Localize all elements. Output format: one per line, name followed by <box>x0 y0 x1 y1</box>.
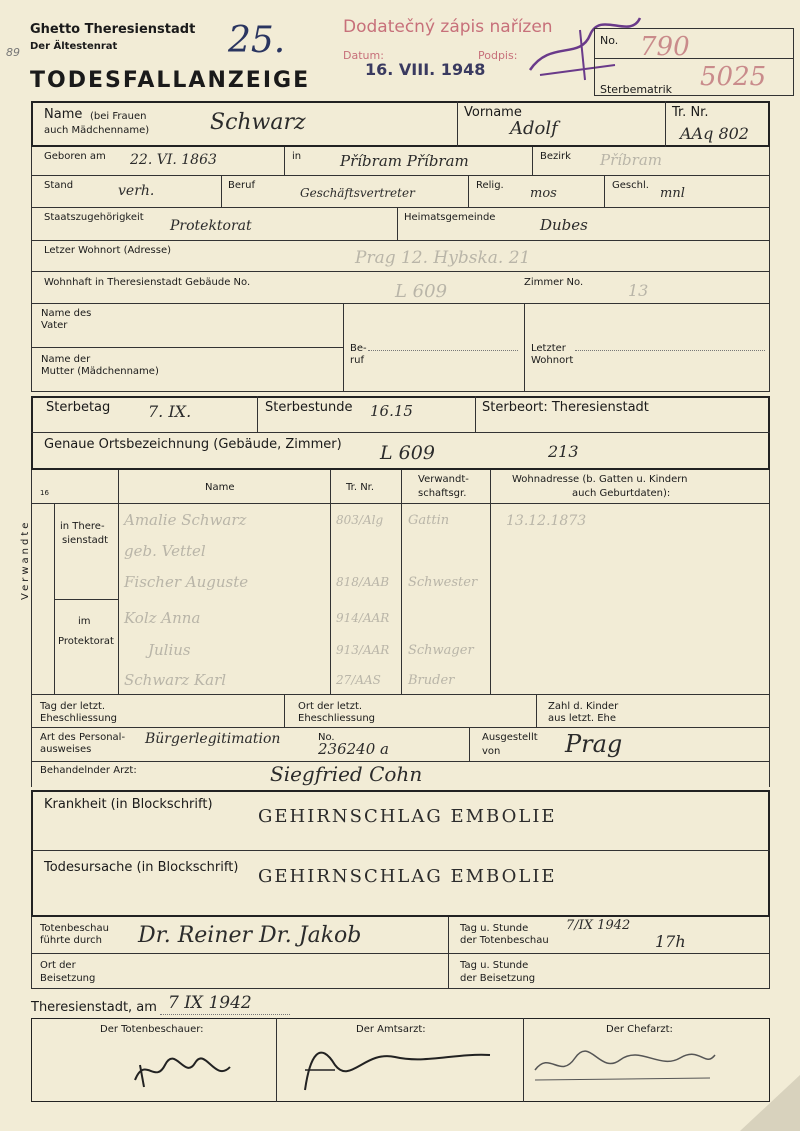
heimat-value: Dubes <box>540 216 588 234</box>
kinder-label-1: Zahl d. Kinder <box>548 701 619 712</box>
vorname-label: Vorname <box>464 105 522 120</box>
col-addr-2: auch Geburtdaten): <box>572 488 671 499</box>
wohnort-value: Prag 12. Hybska. 21 <box>355 248 531 268</box>
beruf2-label-2: ruf <box>350 355 364 366</box>
ausweis-label-2: ausweises <box>40 744 92 755</box>
letzter-label-1: Letzter <box>531 343 566 354</box>
no-value: 790 <box>640 32 690 62</box>
relative-verw: Gattin <box>408 513 450 528</box>
stamp-podpis-label: Podpis: <box>478 49 518 62</box>
margin-note: 89 <box>6 46 20 59</box>
geboren-value: 22. VI. 1863 <box>130 152 217 168</box>
sterbeort-label: Sterbeort: Theresienstadt <box>482 400 649 415</box>
sterbestunde-value: 16.15 <box>370 402 413 420</box>
name-box <box>31 101 770 147</box>
relatives-number: 16 <box>40 489 49 497</box>
beschau-tag-label-2: der Totenbeschau <box>460 935 549 946</box>
krankheit-label: Krankheit (in Blockschrift) <box>44 797 213 812</box>
ort-room: 213 <box>548 442 579 461</box>
sig-3-label: Der Chefarzt: <box>606 1024 673 1035</box>
ort-ehe-label-1: Ort der letzt. <box>298 701 363 712</box>
group-1-line-1: in There- <box>60 521 105 532</box>
zimmer-value: 13 <box>628 281 649 300</box>
org-line-2: Der Ältestenrat <box>30 41 118 52</box>
relative-name: Fischer Auguste <box>124 573 249 591</box>
relatives-side-label: Verwandte <box>20 519 31 600</box>
sterbetag-value: 7. IX. <box>148 402 192 421</box>
col-verw-1: Verwandt- <box>418 474 469 485</box>
ort-value: L 609 <box>380 442 435 464</box>
ausgestellt-value: Prag <box>565 730 623 758</box>
ausgestellt-label-1: Ausgestellt <box>482 732 538 743</box>
ausweis-value: Bürgerlegitimation <box>145 731 281 747</box>
page-corner-fold <box>740 1075 800 1131</box>
relig-value: mos <box>530 186 557 201</box>
beschau-tag-value: 7/IX 1942 <box>566 918 631 933</box>
tag-ehe-label-1: Tag der letzt. <box>40 701 106 712</box>
sterbestunde-label: Sterbestunde <box>265 400 353 415</box>
vater-label-2: Vater <box>41 320 68 331</box>
relative-trnr: 914/AAR <box>336 611 390 625</box>
tag-ehe-label-2: Eheschliessung <box>40 713 118 724</box>
relative-trnr: 818/AAB <box>336 575 390 589</box>
beschau-label-2: führte durch <box>40 935 102 946</box>
in-value: Příbram Příbram <box>340 152 469 170</box>
bezirk-label: Bezirk <box>540 151 571 162</box>
arzt-value: Siegfried Cohn <box>270 762 423 786</box>
wohnort-label: Letzer Wohnort (Adresse) <box>44 245 172 256</box>
name-sub-2: auch Mädchenname) <box>44 125 150 136</box>
stand-label: Stand <box>44 180 74 191</box>
kinder-label-2: aus letzt. Ehe <box>548 713 617 724</box>
mutter-label-1: Name der <box>41 354 91 365</box>
col-trnr: Tr. Nr. <box>346 482 375 493</box>
geschl-value: mnl <box>660 186 685 201</box>
no-label: No. <box>600 34 619 47</box>
beruf-value: Geschäftsvertreter <box>300 186 415 200</box>
beschau-tag-hour: 17h <box>655 932 686 951</box>
trnr-value: AAq 802 <box>680 124 749 143</box>
relative-name: Julius <box>148 641 191 659</box>
beisetzung-tag-label-1: Tag u. Stunde <box>460 960 529 971</box>
geboren-label: Geboren am <box>44 151 106 162</box>
sterbematrik-label: Sterbematrik <box>600 83 673 96</box>
group-2-line-1: im <box>78 616 91 627</box>
stamp-datum-label: Datum: <box>343 49 384 62</box>
mutter-label-2: Mutter (Mädchenname) <box>41 366 159 377</box>
relative-trnr: 803/Alg <box>336 513 384 527</box>
letzter-label-2: Wohnort <box>531 355 574 366</box>
stamp-date: 16. VIII. 1948 <box>365 60 486 79</box>
beruf-label: Beruf <box>228 180 255 191</box>
sterbematrik-value: 5025 <box>700 62 767 92</box>
place-date-value: 7 IX 1942 <box>168 993 252 1013</box>
ort-label: Genaue Ortsbezeichnung (Gebäude, Zimmer) <box>44 437 342 452</box>
relative-verw: Bruder <box>408 673 455 688</box>
place-date-label: Theresienstadt, am <box>31 1000 157 1015</box>
heimat-label: Heimatsgemeinde <box>404 212 496 223</box>
name-value: Schwarz <box>210 110 306 135</box>
group-2-line-2: Protektorat <box>58 636 114 647</box>
krankheit-value: GEHIRNSCHLAG EMBOLIE <box>258 806 557 827</box>
signature-chefarzt <box>530 1040 720 1090</box>
beisetzung-tag-label-2: der Beisetzung <box>460 973 536 984</box>
relative-trnr: 913/AAR <box>336 643 390 657</box>
beruf2-label-1: Be- <box>350 343 367 354</box>
form-title: TODESFALLANZEIGE <box>30 68 311 93</box>
sig-2-label: Der Amtsarzt: <box>356 1024 426 1035</box>
trnr-label: Tr. Nr. <box>672 105 709 120</box>
zimmer-label: Zimmer No. <box>524 277 584 288</box>
signature-totenbeschauer <box>130 1045 240 1095</box>
relative-name: Schwarz Karl <box>124 671 227 689</box>
org-line-1: Ghetto Theresienstadt <box>30 22 196 37</box>
ort-ehe-label-2: Eheschliessung <box>298 713 376 724</box>
staats-value: Protektorat <box>170 218 252 234</box>
ursache-value: GEHIRNSCHLAG EMBOLIE <box>258 866 557 887</box>
col-verw-2: schaftsgr. <box>418 488 467 499</box>
relative-verw: Schwester <box>408 575 478 590</box>
vorname-value: Adolf <box>510 118 558 139</box>
ausgestellt-label-2: von <box>482 746 501 757</box>
relative-name: geb. Vettel <box>124 542 206 560</box>
signature-amtsarzt <box>295 1035 495 1095</box>
stamp-line-1: Dodatečný zápis nařízen <box>343 17 553 37</box>
beschau-tag-label-1: Tag u. Stunde <box>460 923 529 934</box>
wohnhaft-label: Wohnhaft in Theresienstadt Gebäude No. <box>44 277 251 288</box>
vater-label-1: Name des <box>41 308 92 319</box>
ursache-label: Todesursache (in Blockschrift) <box>44 860 239 875</box>
relative-addr: 13.12.1873 <box>506 513 587 529</box>
ausweis-no-value: 236240 a <box>318 740 389 758</box>
staats-label: Staatszugehörigkeit <box>44 212 144 223</box>
name-label: Name <box>44 107 83 122</box>
beschau-label-1: Totenbeschau <box>40 923 109 934</box>
col-name: Name <box>205 482 235 493</box>
relative-verw: Schwager <box>408 643 474 658</box>
sig-1-label: Der Totenbeschauer: <box>100 1024 204 1035</box>
group-1-line-2: sienstadt <box>62 535 109 546</box>
name-sub: (bei Frauen <box>90 111 147 122</box>
ausweis-label-1: Art des Personal- <box>40 732 126 743</box>
relative-trnr: 27/AAS <box>336 673 381 687</box>
wohnhaft-value: L 609 <box>395 281 448 302</box>
hw-form-number: 25. <box>228 20 286 61</box>
stand-value: verh. <box>118 183 155 199</box>
relative-name: Amalie Schwarz <box>124 511 247 529</box>
relig-label: Relig. <box>476 180 504 191</box>
bezirk-value: Příbram <box>600 151 662 169</box>
in-label: in <box>292 151 302 162</box>
beisetzung-label-2: Beisetzung <box>40 973 96 984</box>
beschau-value: Dr. Reiner Dr. Jakob <box>138 923 362 948</box>
relative-name: Kolz Anna <box>124 609 201 627</box>
geschl-label: Geschl. <box>612 180 649 191</box>
ausweis-no-label: No. <box>318 732 335 743</box>
beisetzung-label-1: Ort der <box>40 960 76 971</box>
col-addr-1: Wohnadresse (b. Gatten u. Kindern <box>512 474 688 485</box>
arzt-label: Behandelnder Arzt: <box>40 765 137 776</box>
sterbetag-label: Sterbetag <box>46 400 111 415</box>
